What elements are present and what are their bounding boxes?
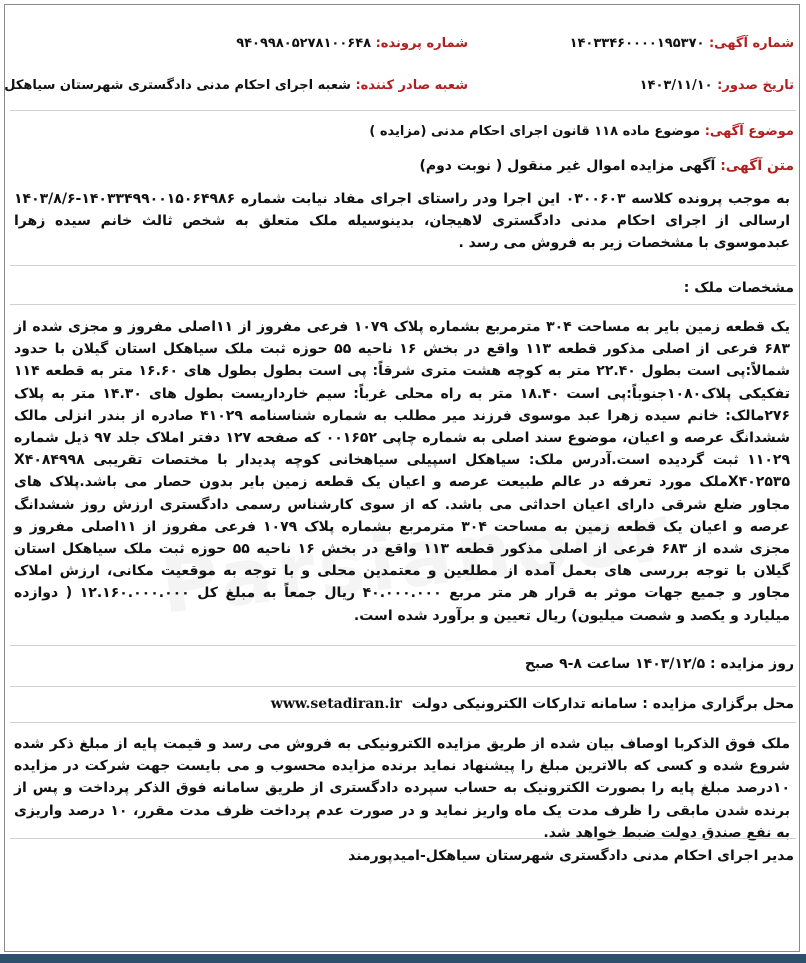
issue-date-value: ۱۴۰۳/۱۱/۱۰ [639,78,713,93]
body-title-label: متن آگهی: [720,158,794,174]
subject [369,124,794,139]
property-divider [10,304,796,305]
header-divider [10,110,796,111]
terms-paragraph: ملک فوق الذکربا اوصاف بیان شده از طریق مزایده الکترونیکی به فروش می رسد و قیمت پایه از مبلغ ذکر شده شروع شده و کسی که بالاترین مبلغ را پیشنهاد نماید برنده مزایده محسوب و می بایست جهت شرکت در مزایده ۱۰درصد مبلغ پایه را بصورت الکترونیک به حساب سپرده دادگستری از طریق سامانه فوق الذکر پرداخت و پس از برنده شدن مابقی را ظرف مدت یک ماه واریز نماید و در صورت عدم پرداخت ظرف مدت مقرر، ۱۰ درصد واریزی به نفع صندق دولت ضبط خواهد شد. [14,736,790,841]
intro-divider [10,265,796,266]
body-title-value: آگهی مزایده اموال غیر منقول ( نوبت دوم) [419,158,716,174]
venue-divider [10,722,796,723]
terms-divider [10,838,796,839]
body-title [419,158,794,174]
property-heading: مشخصات ملک : [683,280,794,296]
issuer-value: شعبه اجرای احکام مدنی دادگستری شهرستان سیاهکل [4,78,351,93]
venue [271,696,794,712]
auction-day-label: روز مزایده : [710,656,794,672]
property-end-divider [10,645,796,646]
auction-divider [10,686,796,687]
intro-paragraph: به موجب پرونده کلاسه ۰۳۰۰۶۰۳ این اجرا ودر راستای اجرای مفاد نیابت شماره ۱۴۰۳۳۴۹۹۰۰۱۵۰۶۴۹۸۶-۱۴۰۳/۸/۶ ارسالی از اجرای احکام مدنی دادگستری لاهیجان، بدینوسیله ملک متعلق به شخص ثالث خانم سیده زهرا عبدموسوی با مشخصات زیر به فروش می رسد . [14,191,791,252]
venue-url-link[interactable]: www.setadiran.ir [270,696,403,712]
issuer-label: شعبه صادر کننده: [355,78,468,93]
case-number-value: ۹۴۰۹۹۸۰۵۲۷۸۱۰۰۶۴۸ [236,36,372,51]
ad-number [570,36,794,51]
venue-label: محل برگزاری مزایده : [642,696,794,712]
subject-label: موضوع آگهی: [704,124,794,139]
property-paragraph: یک قطعه زمین بایر به مساحت ۳۰۴ مترمربع بشماره پلاک ۱۰۷۹ فرعی مفروز از ۱۱اصلی مفروز و مجزی شده از ۶۸۳ فرعی از اصلی مذکور قطعه ۱۱۳ واقع در بخش ۱۶ ناحیه ۵۵ حوزه ثبت ملک سیاهکل استان گیلان با حدود شمالاً:پی است بطول ۲۲.۴۰ متر به کوچه هشت متری شرقاً: پی است بطول بطول های ۱۶.۶۰ متر به قطعه ۱۱۴ تفکیکی پلاک۱۰۸۰جنوباً:پی است ۱۸.۴۰ متر به راه محلی غرباً: سیم خارداریست بطول های ۱۴.۳۰ متر به پلاک ۲۷۶مالک: خانم سیده زهرا عبد موسوی فرزند میر مطلب به شماره شناسنامه ۴۱۰۲۹ صادره از بندر انزلی مالک ششدانگ عرصه و اعیان، موضوع سند اصلی به شماره چاپی ۰۰۱۶۵۲ که صفحه ۱۲۷ دفتر املاک جلد ۹۷ ذیل شماره ۱۱۰۲۹ ثبت گردیده است.آدرس ملک: سیاهکل اسپیلی سیاهخانی کوچه پدیدار با مختصات تقریبی X۴۰۸۴۹۹۸ X۴۰۲۵۳۵ملک مورد تعرفه در عالم طبیعت عرصه و اعیان یک قطعه زمین بایر بدون حصار می باشد.پلاک های مجاور ضلع شرقی دارای اعیان احداثی می باشد. که از سوی کارشناس رسمی دادگستری ارزش روز ششدانگ عرصه و اعیان یک قطعه زمین به مساحت ۳۰۴ مترمربع بشماره پلاک ۱۰۷۹ فرعی مفروز از ۱۱اصلی مفروز و مجزی شده از ۶۸۳ فرعی از اصلی مذکور قطعه ۱۱۳ واقع در بخش ۱۶ ناحیه ۵۵ حوزه ثبت ملک سیاهکل استان گیلان با توجه بررسی های بعمل آمده از مطلعین و معتمدین محلی و با توجه به موقعیت مکانی، ارزش املاک مجاور و جمیع جهات موثر به قرار هر متر مربع ۴۰.۰۰۰.۰۰۰ ریال جمعاً به مبلغ کل ۱۲.۱۶۰.۰۰۰.۰۰۰ ( دوازده میلیارد و یکصد و شصت میلیون) ریال تعیین و برآورد شده است. [14,319,791,624]
ad-number-label: شماره آگهی: [708,36,794,51]
auction-day-value: ۱۴۰۳/۱۲/۵ ساعت ۸-۹ صبح [524,656,706,672]
auction-day [525,656,794,672]
issue-date-label: تاریخ صدور: [717,78,794,93]
venue-value: سامانه تدارکات الکترونیکی دولت [411,696,638,712]
issue-date [640,78,794,93]
signature: مدیر اجرای احکام مدنی دادگستری شهرستان سیاهکل-امیدپورمند [348,848,794,864]
ad-number-value: ۱۴۰۳۳۴۶۰۰۰۰۱۹۵۳۷۰ [569,36,705,51]
case-number [236,36,468,51]
bottom-bar [0,954,806,963]
issuer [4,78,468,93]
case-number-label: شماره پرونده: [375,36,468,51]
subject-value: موضوع ماده ۱۱۸ قانون اجرای احکام مدنی (مزایده ) [369,124,701,139]
